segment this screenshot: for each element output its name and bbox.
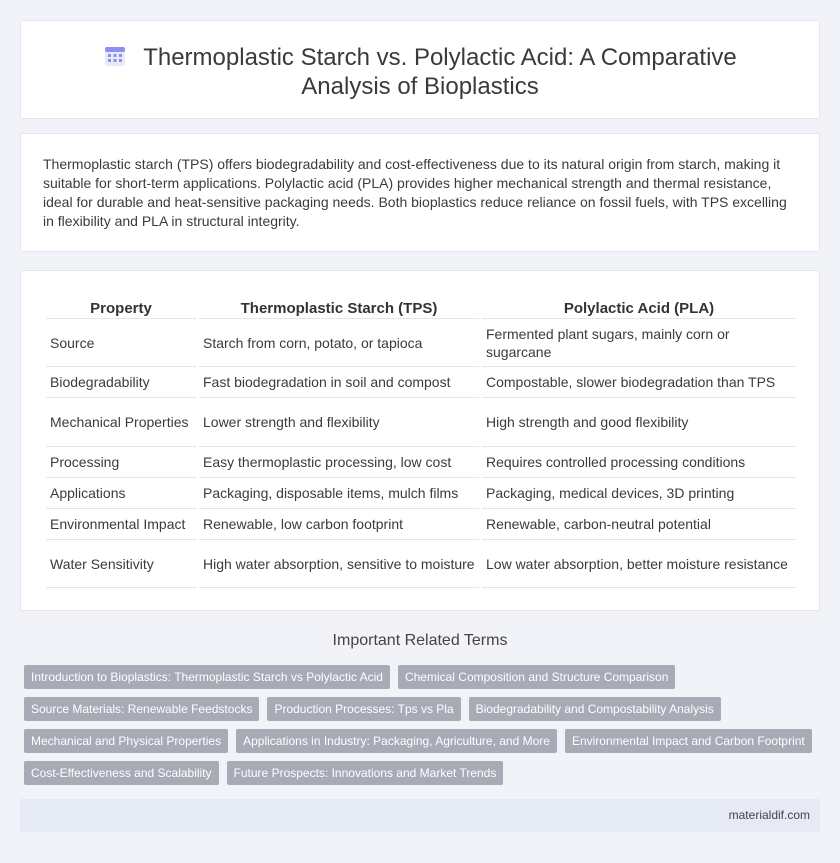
table-cell: Compostable, slower biodegradation than TPS xyxy=(482,367,796,398)
table-cell: Environmental Impact xyxy=(46,509,196,540)
related-term-tag[interactable]: Biodegradability and Compostability Analysis xyxy=(469,697,721,721)
table-row xyxy=(46,367,796,398)
table-cell: Renewable, low carbon footprint xyxy=(199,509,479,540)
table-header-row xyxy=(46,295,796,319)
table-cell: High strength and good flexibility xyxy=(482,398,796,447)
table-cell: Processing xyxy=(46,447,196,478)
related-term-tag[interactable]: Applications in Industry: Packaging, Agriculture, and More xyxy=(236,729,557,753)
table-cell: Requires controlled processing conditions xyxy=(482,447,796,478)
header-card xyxy=(20,20,820,119)
column-header-pla: Polylactic Acid (PLA) xyxy=(482,295,796,319)
column-header-tps: Thermoplastic Starch (TPS) xyxy=(199,295,479,319)
table-row xyxy=(46,478,796,509)
table-cell: Water Sensitivity xyxy=(46,540,196,588)
table-row xyxy=(46,509,796,540)
related-terms-list xyxy=(24,665,824,793)
table-cell: Fast biodegradation in soil and compost xyxy=(199,367,479,398)
related-term-tag[interactable]: Source Materials: Renewable Feedstocks xyxy=(24,697,259,721)
table-row xyxy=(46,319,796,367)
table-row xyxy=(46,398,796,447)
table-cell: Mechanical Properties xyxy=(46,398,196,447)
footer-site-link[interactable]: materialdif.com xyxy=(728,808,810,822)
page-title xyxy=(21,43,819,101)
table-cell: Fermented plant sugars, mainly corn or sugarcane xyxy=(482,319,796,367)
footer xyxy=(20,799,820,832)
comparison-table-card xyxy=(20,270,820,611)
related-term-tag[interactable]: Environmental Impact and Carbon Footprint xyxy=(565,729,812,753)
related-term-tag[interactable]: Future Prospects: Innovations and Market Trends xyxy=(227,761,504,785)
related-term-tag[interactable]: Cost-Effectiveness and Scalability xyxy=(24,761,219,785)
related-term-tag[interactable]: Production Processes: Tps vs Pla xyxy=(267,697,460,721)
comparison-table xyxy=(43,295,799,588)
table-row xyxy=(46,447,796,478)
page-title-text: Thermoplastic Starch vs. Polylactic Acid: A Comparative Analysis of Bioplastics xyxy=(143,44,737,100)
related-term-tag[interactable]: Introduction to Bioplastics: Thermoplastic Starch vs Polylactic Acid xyxy=(24,665,390,689)
table-cell: Source xyxy=(46,319,196,367)
summary-paragraph: Thermoplastic starch (TPS) offers biodegradability and cost-effectiveness due to its natural origin from starch, making it suitable for short-term applications. Polylactic acid (PLA) provides higher mechanical strength and thermal resistance, ideal for durable and heat-sensitive packaging needs. Both bioplastics reduce reliance on fossil fuels, with TPS excelling in flexibility and PLA in structural integrity. xyxy=(43,156,787,229)
column-header-property: Property xyxy=(46,295,196,319)
table-cell: Starch from corn, potato, or tapioca xyxy=(199,319,479,367)
summary-card xyxy=(20,133,820,252)
calendar-grid-icon xyxy=(103,44,127,68)
related-terms-title: Important Related Terms xyxy=(332,632,508,649)
related-term-tag[interactable]: Mechanical and Physical Properties xyxy=(24,729,228,753)
table-cell: Applications xyxy=(46,478,196,509)
table-row xyxy=(46,540,796,588)
table-cell: Packaging, disposable items, mulch films xyxy=(199,478,479,509)
related-term-tag[interactable]: Chemical Composition and Structure Comparison xyxy=(398,665,675,689)
table-cell: Easy thermoplastic processing, low cost xyxy=(199,447,479,478)
table-cell: High water absorption, sensitive to moisture xyxy=(199,540,479,588)
table-cell: Biodegradability xyxy=(46,367,196,398)
table-cell: Lower strength and flexibility xyxy=(199,398,479,447)
table-cell: Packaging, medical devices, 3D printing xyxy=(482,478,796,509)
table-cell: Renewable, carbon-neutral potential xyxy=(482,509,796,540)
table-cell: Low water absorption, better moisture resistance xyxy=(482,540,796,588)
